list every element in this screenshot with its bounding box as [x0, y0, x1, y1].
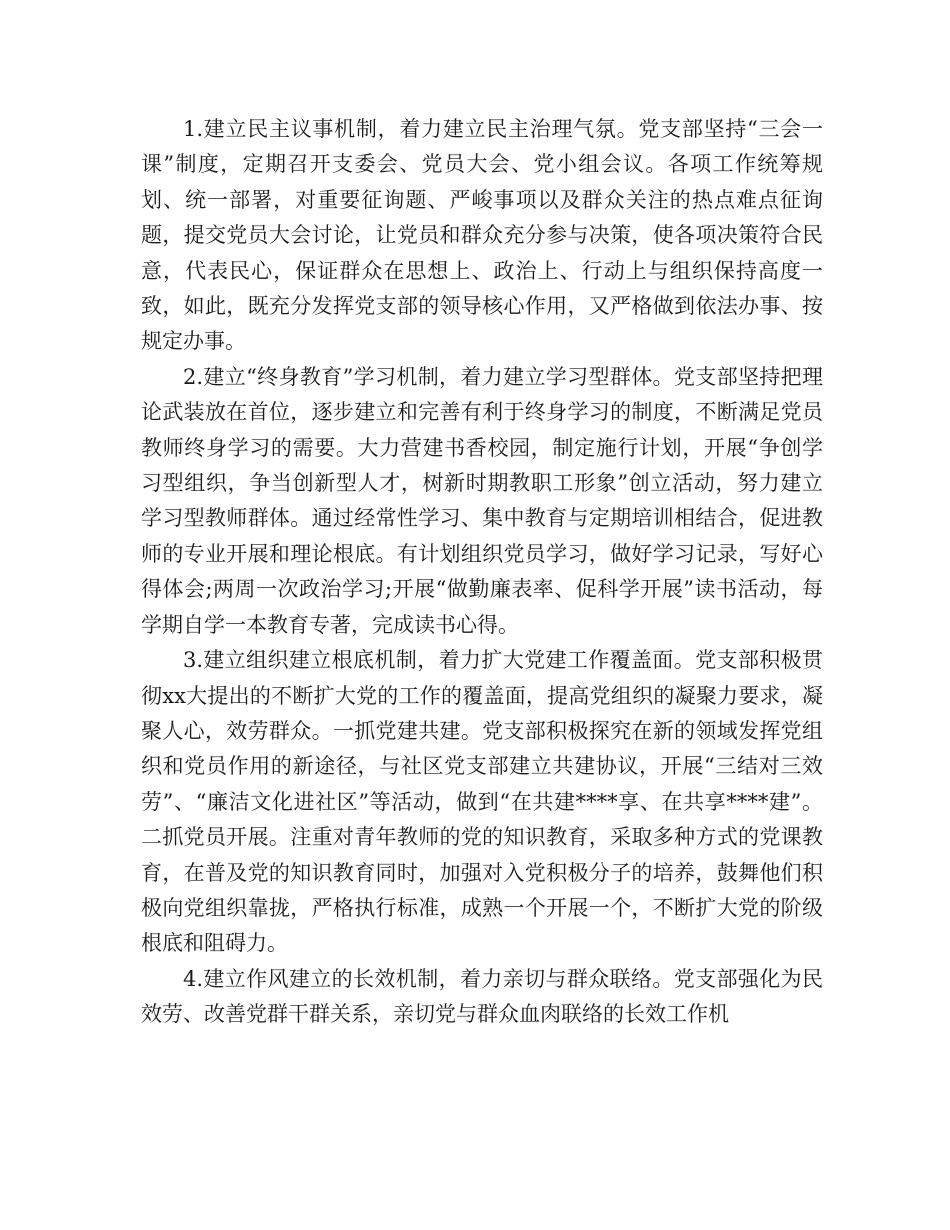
- document-body: [141, 112, 823, 1033]
- paragraph-2: 2.建立“终身教育”学习机制，着力建立学习型群体。党支部坚持把理论武装放在首位，逐步建立和完善有利于终身学习的制度，不断满足党员教师终身学习的需要。大力营建书香校园，制定施行计划，开展“争创学习型组织，争当创新型人才，树新时期教职工形象”创立活动，努力建立学习型教师群体。通过经常性学习、集中教育与定期培训相结合，促进教师的专业开展和理论根底。有计划组织党员学习，做好学习记录，写好心得体会;两周一次政治学习;开展“做勤廉表率、促科学开展”读书活动，每学期自学一本教育专著，完成读书心得。: [141, 364, 823, 637]
- paragraph-3: 3.建立组织建立根底机制，着力扩大党建工作覆盖面。党支部积极贯彻xx大提出的不断扩大党的工作的覆盖面，提高党组织的凝聚力要求，凝聚人心，效劳群众。一抓党建共建。党支部积极探究在新的领域发挥党组织和党员作用的新途径，与社区党支部建立共建协议，开展“三结对三效劳”、“廉洁文化进社区”等活动，做到“在共建****享、在共享****建”。二抓党员开展。注重对青年教师的党的知识教育，采取多种方式的党课教育，在普及党的知识教育同时，加强对入党积极分子的培养，鼓舞他们积极向党组织靠拢，严格执行标准，成熟一个开展一个，不断扩大党的阶级根底和阻碍力。: [141, 648, 823, 956]
- paragraph-1: 1.建立民主议事机制，着力建立民主治理气氛。党支部坚持“三会一课”制度，定期召开支委会、党员大会、党小组会议。各项工作统筹规划、统一部署，对重要征询题、严峻事项以及群众关注的热点难点征询题，提交党员大会讨论，让党员和群众充分参与决策，使各项决策符合民意，代表民心，保证群众在思想上、政治上、行动上与组织保持高度一致，如此，既充分发挥党支部的领导核心作用，又严格做到依法办事、按规定办事。: [141, 117, 823, 354]
- paragraph-4: 4.建立作风建立的长效机制，着力亲切与群众联络。党支部强化为民效劳、改善党群干群关系，亲切党与群众血肉联络的长效工作机: [141, 966, 823, 1027]
